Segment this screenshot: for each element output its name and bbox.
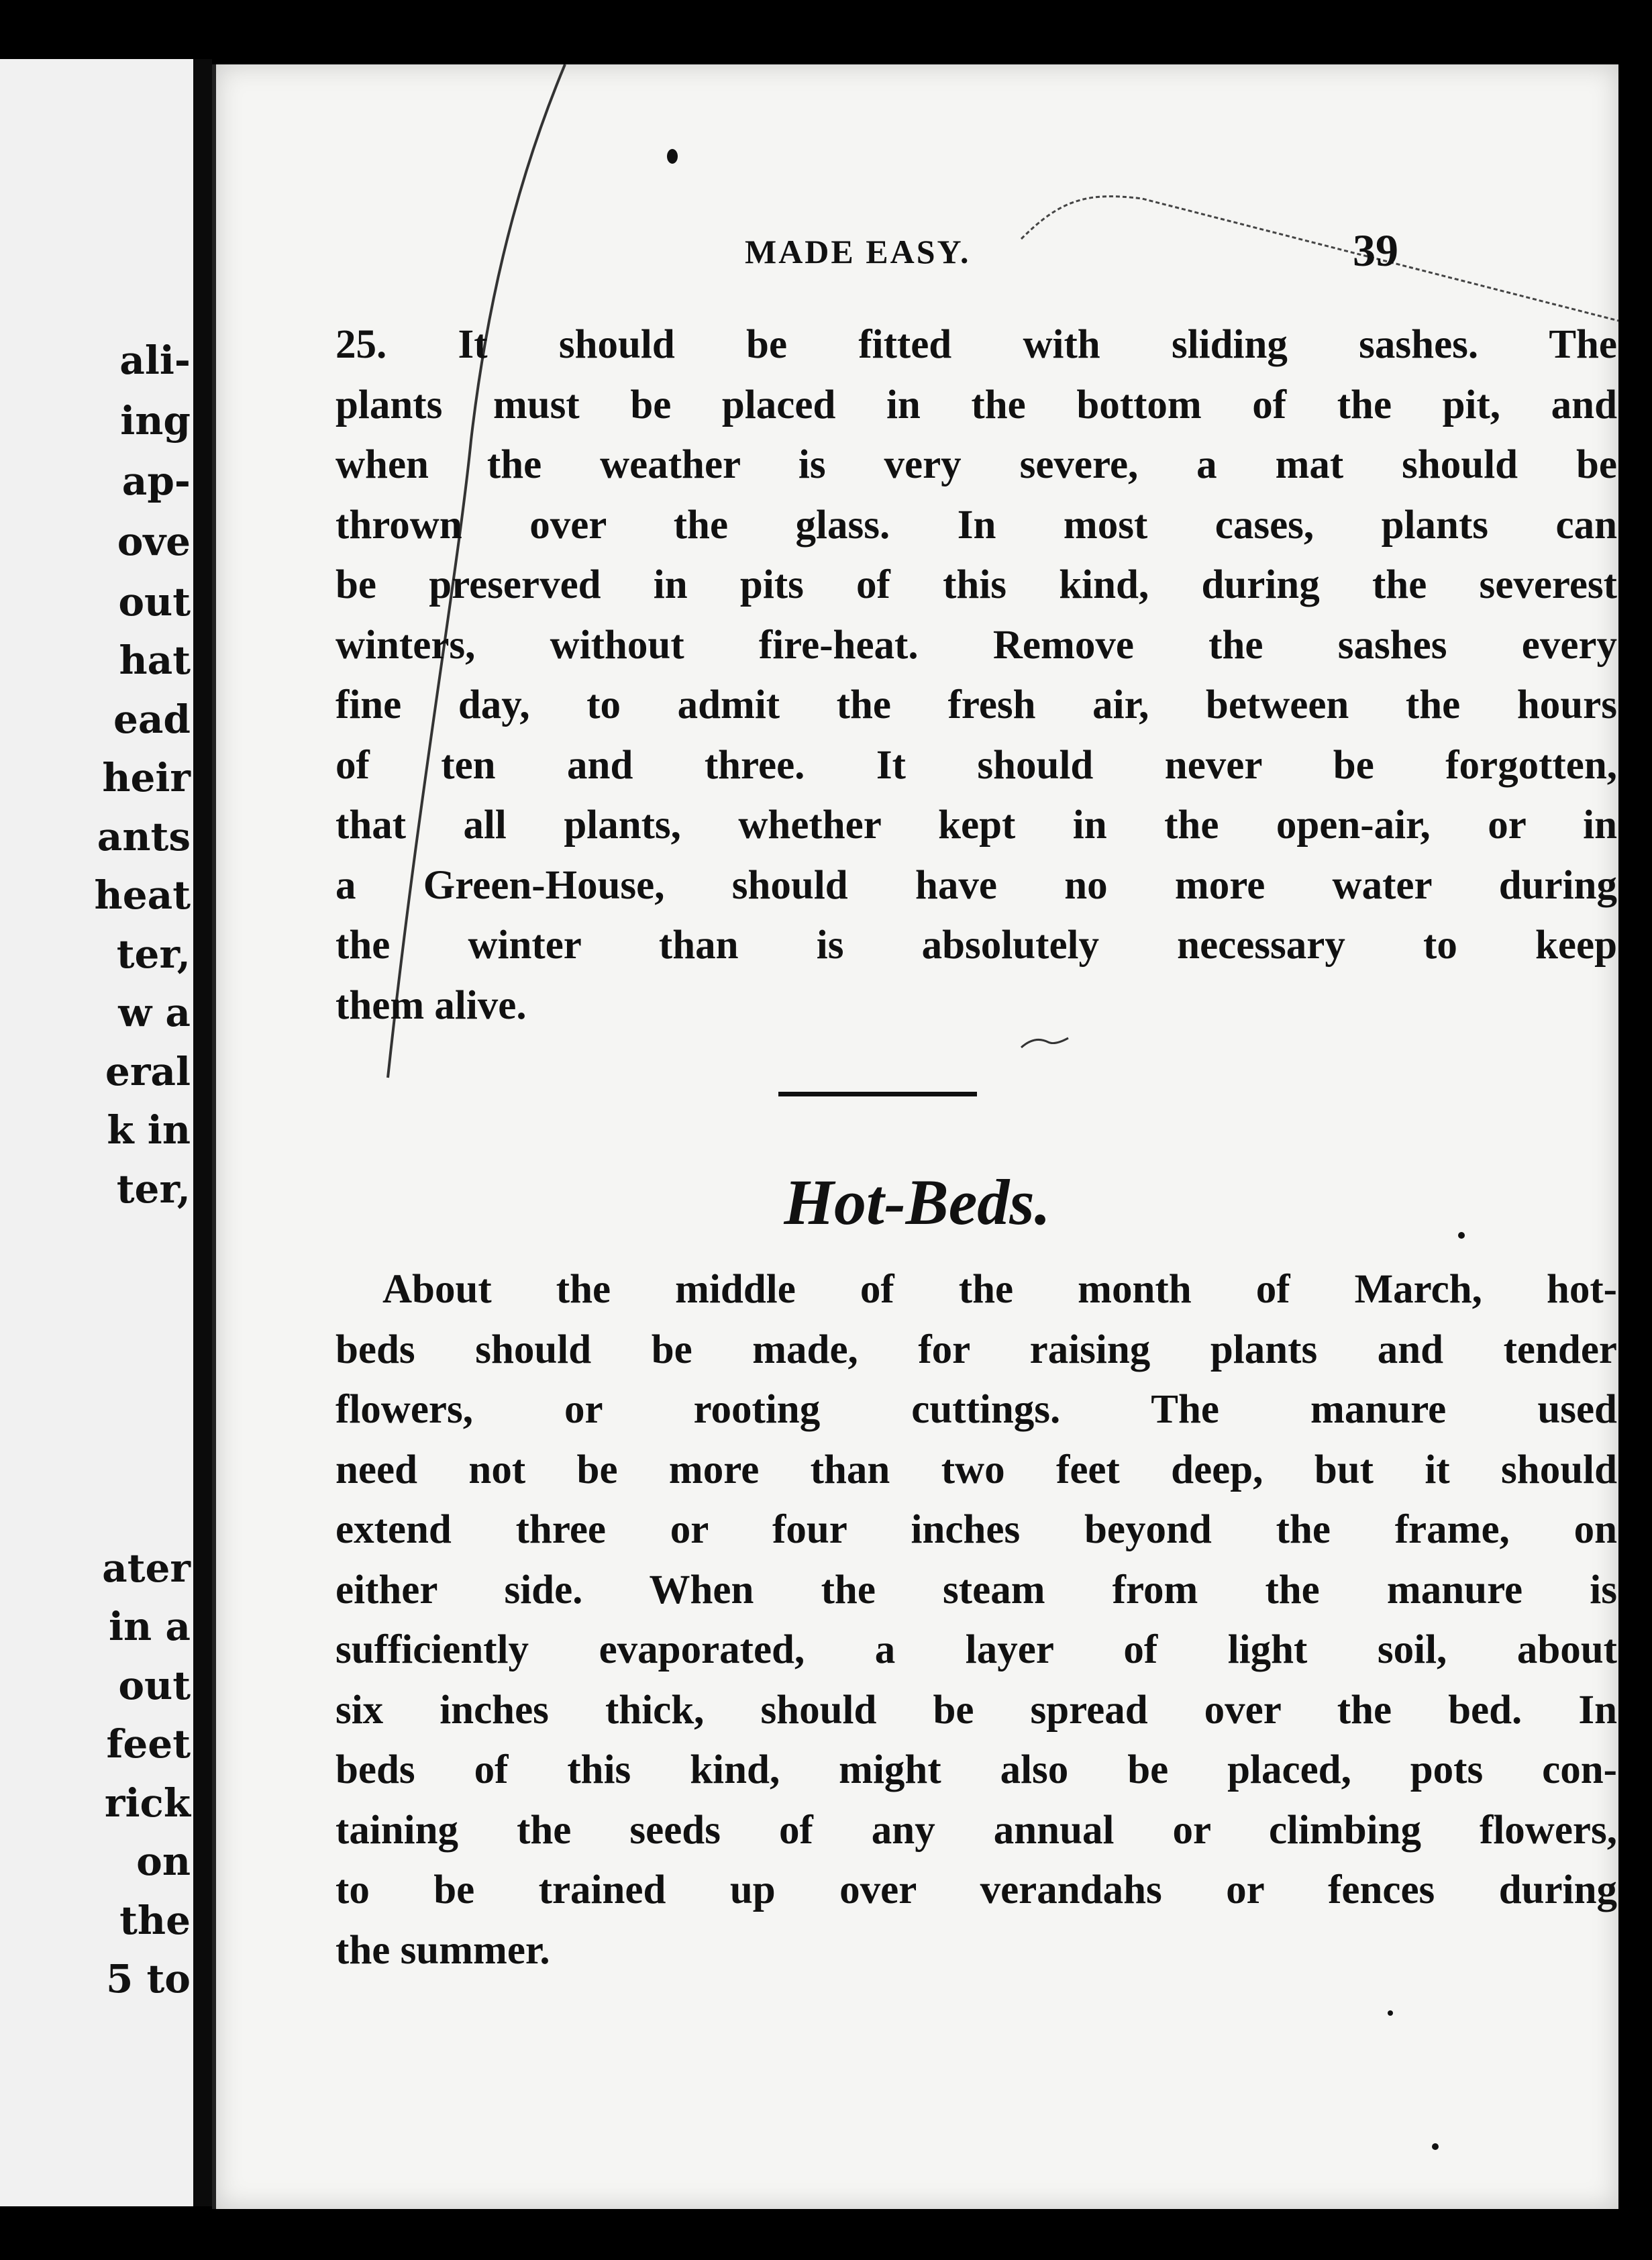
text-line: six inches thick, should be spread over the bed. In	[335, 1687, 1617, 1733]
text-line: sufficiently evaporated, a layer of light soil, about	[335, 1627, 1617, 1672]
left-fragment: w a	[118, 990, 191, 1035]
text-line: that all plants, whether kept in the open-air, or in	[335, 803, 1617, 848]
text-line: 25. It should be fitted with sliding sashes. The	[335, 322, 1617, 367]
left-fragment: ants	[97, 814, 191, 860]
text-line: thrown over the glass. In most cases, plants can	[335, 502, 1617, 548]
text-line: taining the seeds of any annual or climbing flowers,	[335, 1807, 1617, 1853]
text-line: fine day, to admit the fresh air, between the hours	[335, 682, 1617, 727]
page-number: 39	[1353, 225, 1398, 276]
left-fragment: heat	[94, 872, 191, 918]
section-divider-rule	[778, 1092, 977, 1096]
text-line: beds should be made, for raising plants and tender	[335, 1327, 1617, 1372]
left-fragment: ater	[102, 1545, 191, 1591]
paragraph-hot-beds	[335, 1260, 1617, 1980]
text-line: beds of this kind, might also be placed, pots con-	[335, 1747, 1617, 1792]
left-fragment: k in	[107, 1107, 191, 1153]
text-line: extend three or four inches beyond the frame, on	[335, 1507, 1617, 1552]
text-line: winters, without fire-heat. Remove the sashes every	[335, 622, 1617, 668]
left-fragment: ter,	[116, 1166, 191, 1212]
left-fragment: out	[118, 579, 191, 625]
text-line: of ten and three. It should never be forgotten,	[335, 742, 1617, 788]
left-fragment: heir	[102, 755, 191, 801]
text-line: flowers, or rooting cuttings. The manure used	[335, 1387, 1617, 1432]
left-fragment: eral	[105, 1049, 191, 1094]
section-heading: Hot-Beds.	[784, 1166, 1051, 1238]
left-fragment: ter,	[116, 931, 191, 977]
left-fragment: the	[119, 1898, 191, 1943]
ink-speck	[667, 149, 678, 164]
text-line: to be trained up over verandahs or fences during	[335, 1867, 1617, 1912]
left-fragment: hat	[119, 637, 191, 683]
text-line: either side. When the steam from the manure is	[335, 1567, 1617, 1612]
left-fragment: in a	[109, 1604, 191, 1649]
left-fragment: on	[136, 1839, 191, 1884]
ink-speck	[1432, 2143, 1439, 2150]
left-fragment: ap-	[121, 458, 191, 504]
text-line: need not be more than two feet deep, but it should	[335, 1447, 1617, 1492]
left-fragment: ing	[120, 398, 191, 444]
book-gutter	[193, 59, 212, 2206]
text-line: them alive.	[335, 982, 527, 1028]
text-line: be preserved in pits of this kind, during the severest	[335, 562, 1617, 607]
text-line: the summer.	[335, 1927, 550, 1973]
left-fragment: 5 to	[105, 1956, 191, 2002]
running-title: MADE EASY.	[745, 233, 971, 270]
paragraph-25	[335, 315, 1617, 1035]
left-fragment: ead	[113, 697, 191, 742]
book-page	[212, 64, 1618, 2209]
left-fragment: ove	[117, 519, 191, 564]
previous-page-edge	[0, 59, 193, 2206]
left-fragment: out	[118, 1663, 191, 1708]
text-line: a Green-House, should have no more water during	[335, 862, 1617, 908]
left-fragment: ali-	[119, 338, 191, 383]
text-line: About the middle of the month of March, hot-	[382, 1267, 1617, 1312]
text-line: when the weather is very severe, a mat should be	[335, 442, 1617, 487]
running-header	[216, 225, 1558, 293]
left-fragment: rick	[104, 1780, 191, 1826]
ink-speck	[1388, 2010, 1393, 2016]
left-fragment: feet	[106, 1721, 191, 1767]
text-line: the winter than is absolutely necessary to keep	[335, 923, 1617, 968]
text-line: plants must be placed in the bottom of the pit, and	[335, 382, 1617, 427]
